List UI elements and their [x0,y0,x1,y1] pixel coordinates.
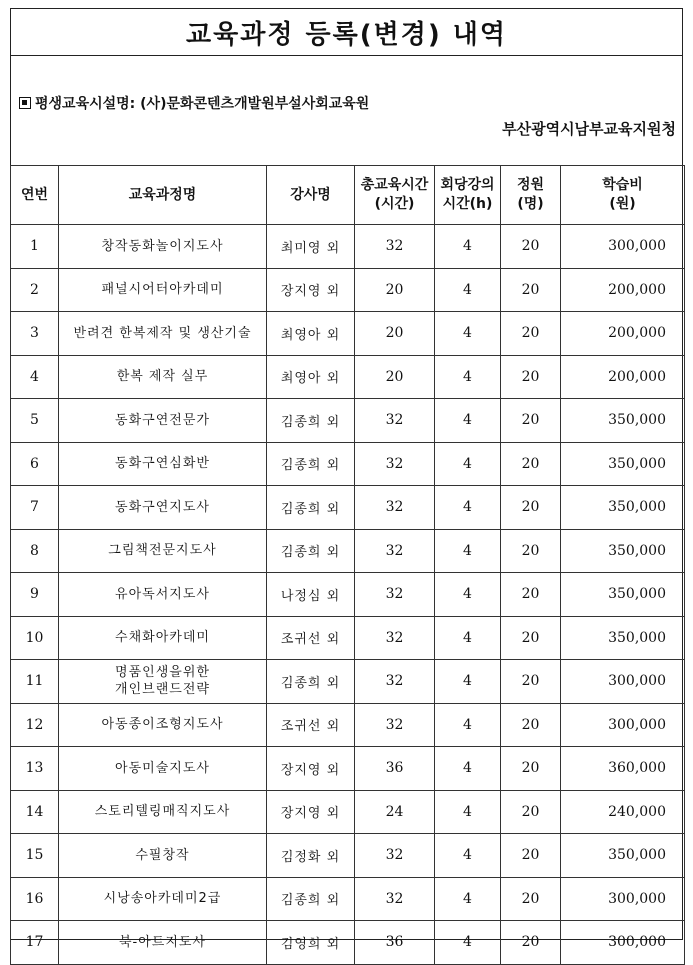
cell-session-hours: 4 [435,225,501,269]
header-course: 교육과정명 [59,166,267,225]
cell-session-hours: 4 [435,486,501,530]
cell-no: 7 [11,486,59,530]
header-no: 연번 [11,166,59,225]
cell-fee: 240,000 [561,790,685,834]
cell-session-hours: 4 [435,790,501,834]
cell-instructor: 김종희 외 [267,486,355,530]
cell-instructor: 김영희 외 [267,921,355,965]
cell-no: 4 [11,355,59,399]
cell-fee: 350,000 [561,834,685,878]
table-row [11,268,685,312]
cell-capacity: 20 [501,790,561,834]
cell-instructor: 조귀선 외 [267,703,355,747]
cell-total-hours: 20 [355,312,435,356]
cell-capacity: 20 [501,268,561,312]
cell-instructor: 장지영 외 [267,268,355,312]
cell-capacity: 20 [501,355,561,399]
cell-total-hours: 24 [355,790,435,834]
table-row [11,355,685,399]
cell-no: 10 [11,616,59,660]
cell-fee: 350,000 [561,616,685,660]
cell-course: 그림책전문지도사 [59,529,267,573]
cell-instructor: 장지영 외 [267,790,355,834]
cell-session-hours: 4 [435,355,501,399]
table-row [11,747,685,791]
cell-session-hours: 4 [435,573,501,617]
cell-instructor: 김종희 외 [267,442,355,486]
cell-course: 동화구연심화반 [59,442,267,486]
cell-no: 16 [11,877,59,921]
cell-course: 수채화아카데미 [59,616,267,660]
cell-total-hours: 32 [355,529,435,573]
cell-fee: 300,000 [561,921,685,965]
cell-total-hours: 20 [355,268,435,312]
cell-capacity: 20 [501,616,561,660]
header-session-hours: 회당강의 시간(h) [435,166,501,225]
cell-total-hours: 32 [355,703,435,747]
cell-capacity: 20 [501,399,561,443]
cell-capacity: 20 [501,529,561,573]
cell-course: 동화구연전문가 [59,399,267,443]
cell-session-hours: 4 [435,921,501,965]
cell-session-hours: 4 [435,442,501,486]
cell-no: 9 [11,573,59,617]
cell-course: 한복 제작 실무 [59,355,267,399]
header-instructor: 강사명 [267,166,355,225]
cell-capacity: 20 [501,442,561,486]
cell-session-hours: 4 [435,616,501,660]
cell-course: 아동미술지도사 [59,747,267,791]
cell-course: 반려견 한복제작 및 생산기술 [59,312,267,356]
header-fee: 학습비 (원) [561,166,685,225]
cell-course: 패널시어터아카데미 [59,268,267,312]
cell-fee: 350,000 [561,529,685,573]
table-row [11,834,685,878]
cell-fee: 350,000 [561,442,685,486]
cell-total-hours: 32 [355,442,435,486]
cell-capacity: 20 [501,921,561,965]
table-row [11,312,685,356]
bullet-square-icon [19,97,31,109]
cell-total-hours: 32 [355,660,435,704]
cell-session-hours: 4 [435,268,501,312]
cell-no: 3 [11,312,59,356]
cell-course: 북-아트지도사 [59,921,267,965]
cell-no: 17 [11,921,59,965]
table-row [11,225,685,269]
cell-capacity: 20 [501,660,561,704]
cell-fee: 300,000 [561,877,685,921]
cell-total-hours: 32 [355,877,435,921]
facility-line [19,93,369,113]
cell-fee: 200,000 [561,312,685,356]
table-row [11,573,685,617]
table-row [11,660,685,704]
cell-capacity: 20 [501,834,561,878]
cell-no: 15 [11,834,59,878]
table-row [11,529,685,573]
table-row [11,399,685,443]
table-row [11,486,685,530]
cell-capacity: 20 [501,703,561,747]
cell-instructor: 장지영 외 [267,747,355,791]
cell-total-hours: 32 [355,225,435,269]
table-row [11,790,685,834]
table-row [11,921,685,965]
cell-fee: 350,000 [561,573,685,617]
cell-total-hours: 32 [355,399,435,443]
cell-fee: 200,000 [561,355,685,399]
cell-fee: 300,000 [561,660,685,704]
cell-instructor: 나정심 외 [267,573,355,617]
cell-course: 아동종이조형지도사 [59,703,267,747]
cell-no: 11 [11,660,59,704]
cell-session-hours: 4 [435,703,501,747]
cell-total-hours: 32 [355,834,435,878]
cell-session-hours: 4 [435,312,501,356]
cell-instructor: 최영아 외 [267,355,355,399]
cell-course: 명품인생을위한 개인브랜드전략 [59,660,267,704]
cell-capacity: 20 [501,877,561,921]
cell-capacity: 20 [501,486,561,530]
cell-total-hours: 36 [355,921,435,965]
authority-name: 부산광역시남부교육지원청 [502,120,676,138]
cell-instructor: 김종희 외 [267,529,355,573]
cell-no: 8 [11,529,59,573]
cell-total-hours: 20 [355,355,435,399]
cell-fee: 300,000 [561,703,685,747]
cell-fee: 350,000 [561,399,685,443]
cell-no: 13 [11,747,59,791]
cell-no: 2 [11,268,59,312]
cell-course: 스토리텔링매직지도사 [59,790,267,834]
cell-no: 6 [11,442,59,486]
cell-session-hours: 4 [435,877,501,921]
cell-session-hours: 4 [435,747,501,791]
table-header-row [11,166,685,225]
table-row [11,703,685,747]
table-row [11,877,685,921]
cell-fee: 300,000 [561,225,685,269]
cell-instructor: 김정화 외 [267,834,355,878]
cell-instructor: 최미영 외 [267,225,355,269]
cell-no: 5 [11,399,59,443]
cell-instructor: 최영아 외 [267,312,355,356]
cell-session-hours: 4 [435,529,501,573]
cell-total-hours: 32 [355,486,435,530]
cell-no: 1 [11,225,59,269]
header-total-hours: 총교육시간 (시간) [355,166,435,225]
cell-total-hours: 36 [355,747,435,791]
document-sheet [10,8,683,952]
cell-instructor: 김종희 외 [267,660,355,704]
cell-course: 수필창작 [59,834,267,878]
cell-fee: 360,000 [561,747,685,791]
cell-course: 창작동화놀이지도사 [59,225,267,269]
cell-no: 12 [11,703,59,747]
cell-capacity: 20 [501,573,561,617]
document-title: 교육과정 등록(변경) 내역 [11,9,682,56]
cell-total-hours: 32 [355,616,435,660]
cell-capacity: 20 [501,225,561,269]
cell-capacity: 20 [501,747,561,791]
facility-name: 평생교육시설명: (사)문화콘텐츠개발원부설사회교육원 [35,96,370,112]
course-table [10,165,685,965]
cell-session-hours: 4 [435,834,501,878]
cell-instructor: 김종희 외 [267,399,355,443]
cell-capacity: 20 [501,312,561,356]
cell-fee: 350,000 [561,486,685,530]
cell-total-hours: 32 [355,573,435,617]
cell-fee: 200,000 [561,268,685,312]
cell-session-hours: 4 [435,399,501,443]
table-row [11,442,685,486]
cell-session-hours: 4 [435,660,501,704]
cell-instructor: 김종희 외 [267,877,355,921]
cell-course: 동화구연지도사 [59,486,267,530]
table-row [11,616,685,660]
cell-no: 14 [11,790,59,834]
cell-course: 유아독서지도사 [59,573,267,617]
cell-instructor: 조귀선 외 [267,616,355,660]
cell-course: 시낭송아카데미2급 [59,877,267,921]
header-capacity: 정원 (명) [501,166,561,225]
